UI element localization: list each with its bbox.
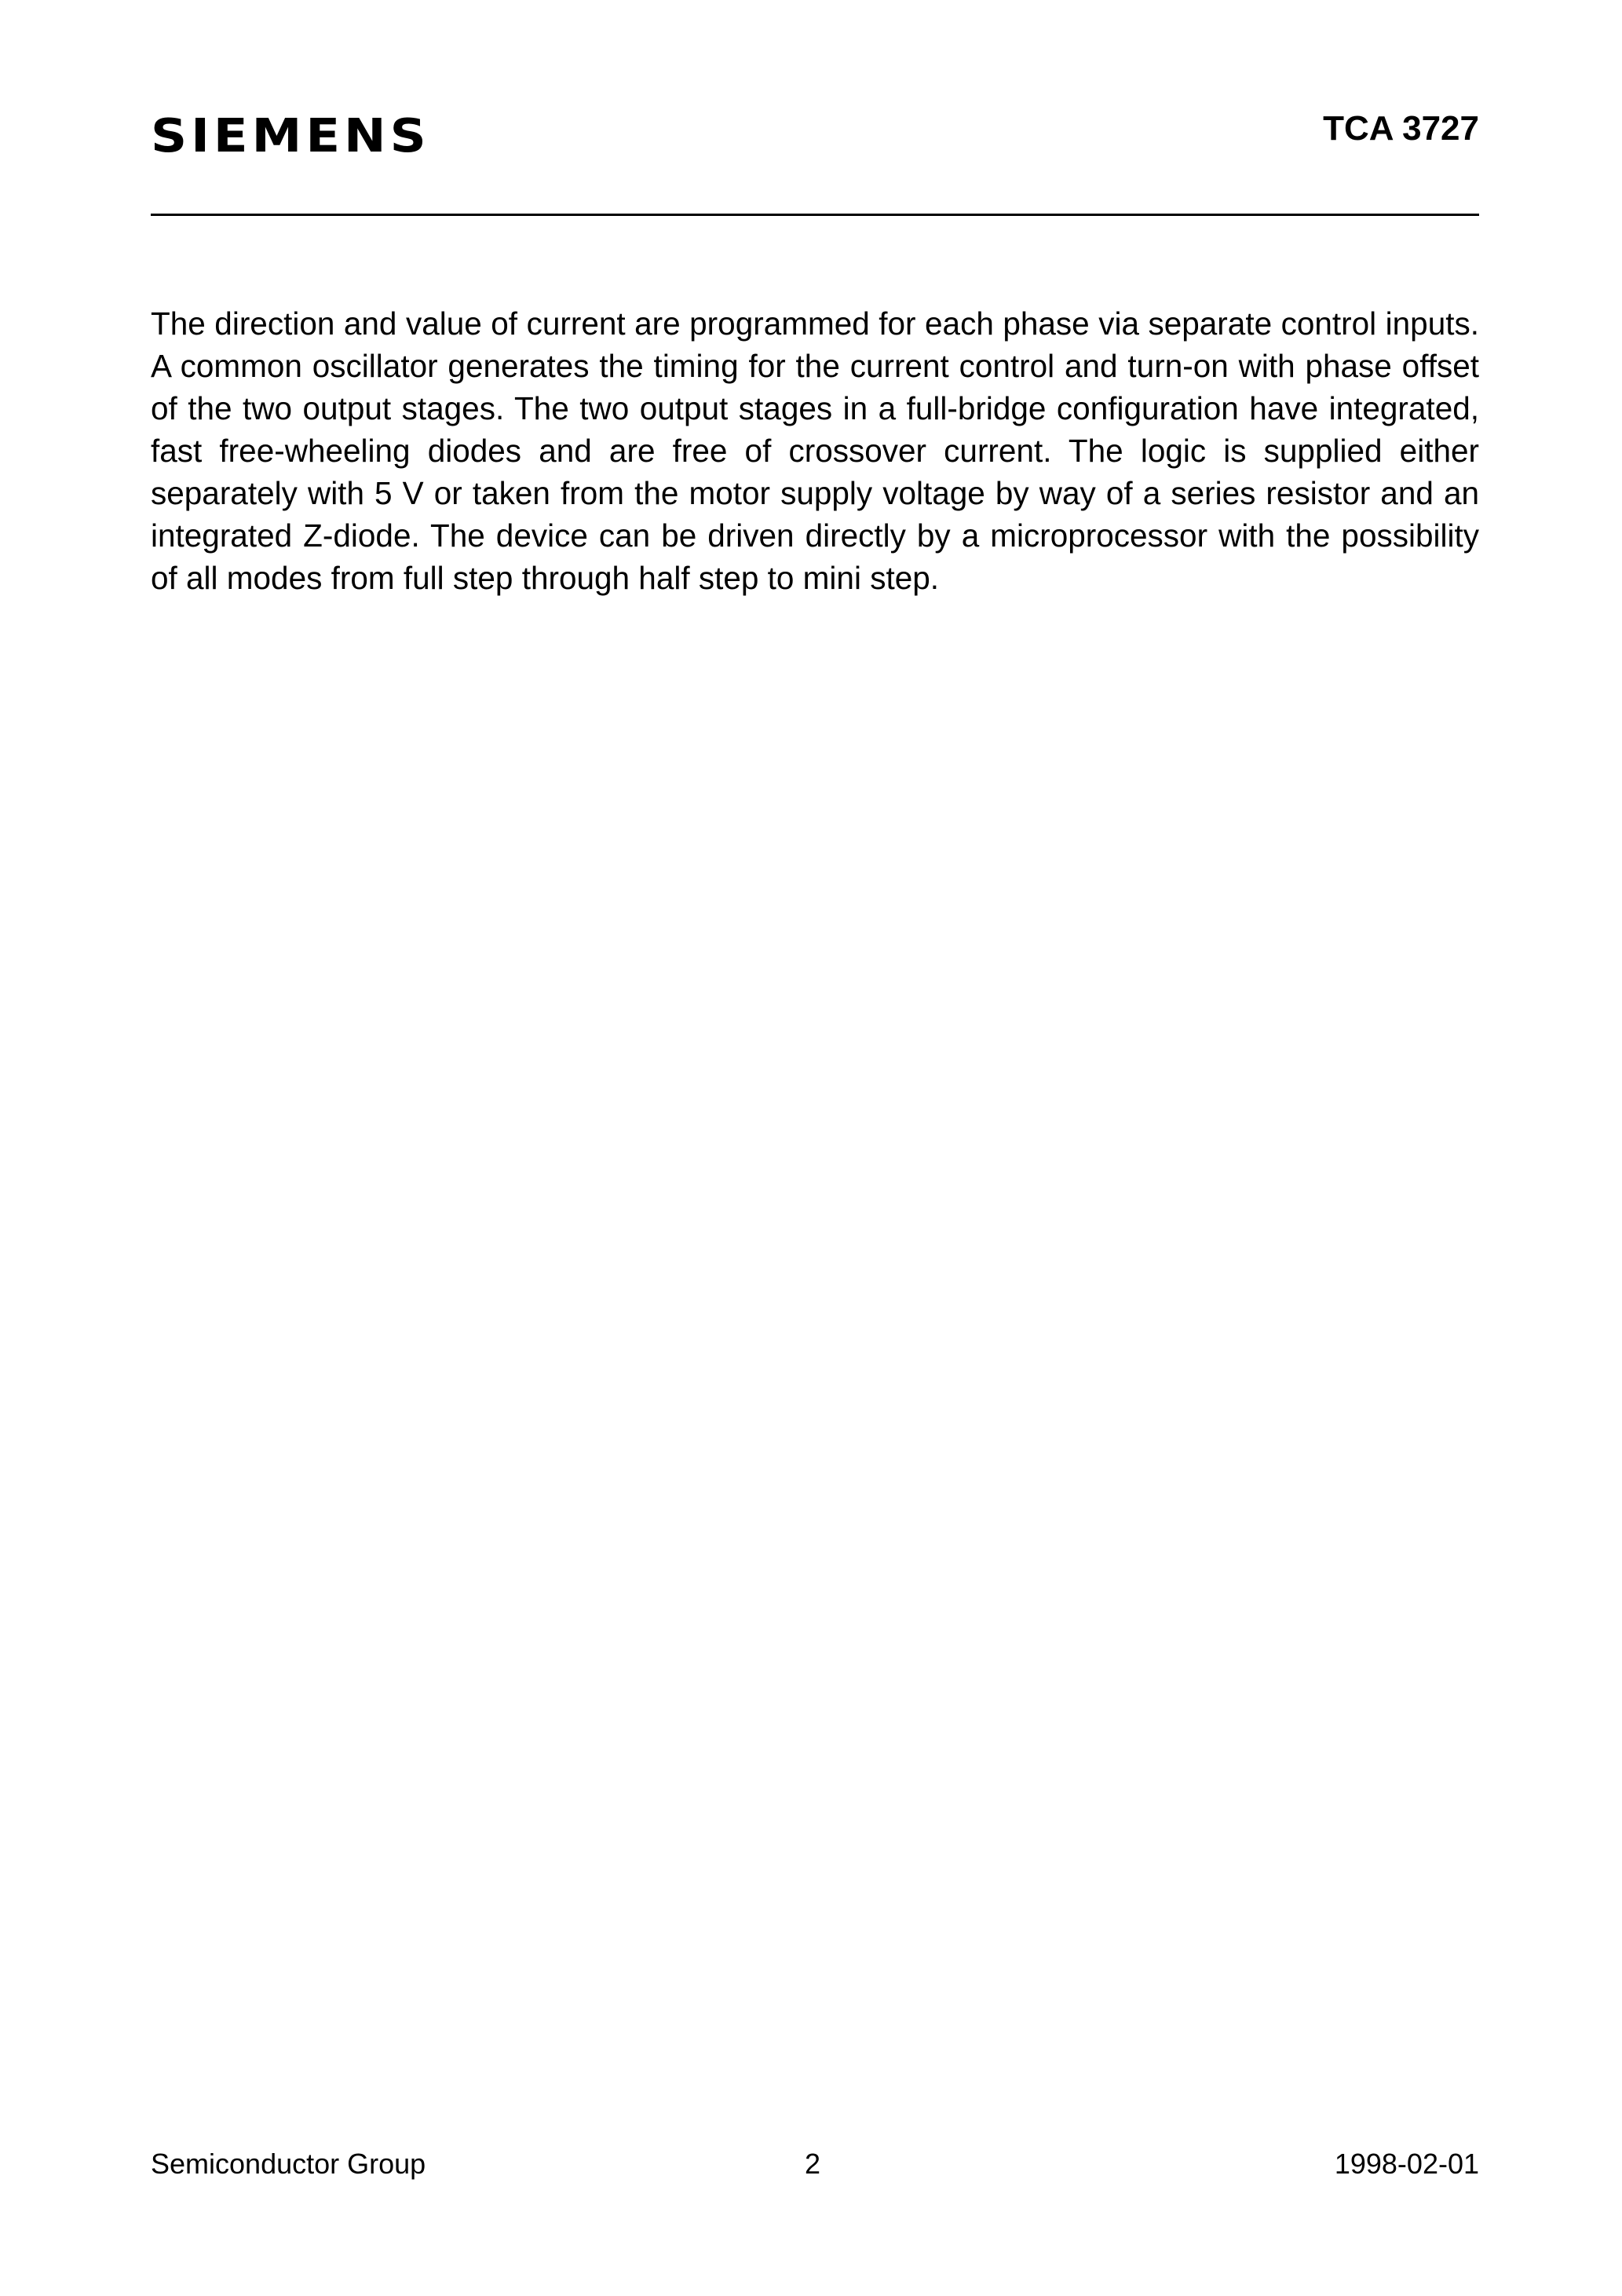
page-header (151, 102, 1479, 220)
siemens-logo: SIEMENS (151, 109, 430, 163)
footer-date: 1998-02-01 (1334, 2148, 1479, 2180)
page-number: 2 (804, 2148, 821, 2180)
document-id: TCA 3727 (1323, 109, 1479, 148)
page-footer (151, 2150, 1479, 2189)
description-paragraph: The direction and value of current are programmed for each phase via separate control inputs. A common oscillator generates the timing for the current control and turn-on with phase offset of the two output stages. The two output stages in a full-bridge configuration have integrated, fast free-wheeling diodes and are free of crossover current. The logic is supplied either separately with 5 V or taken from the motor supply voltage by way of a series resistor and an integrated Z-diode. The device can be driven directly by a microprocessor with the possibility of all modes from full step through half step to mini step. (151, 305, 1479, 596)
footer-publisher: Semiconductor Group (151, 2148, 426, 2180)
header-divider (151, 214, 1479, 216)
